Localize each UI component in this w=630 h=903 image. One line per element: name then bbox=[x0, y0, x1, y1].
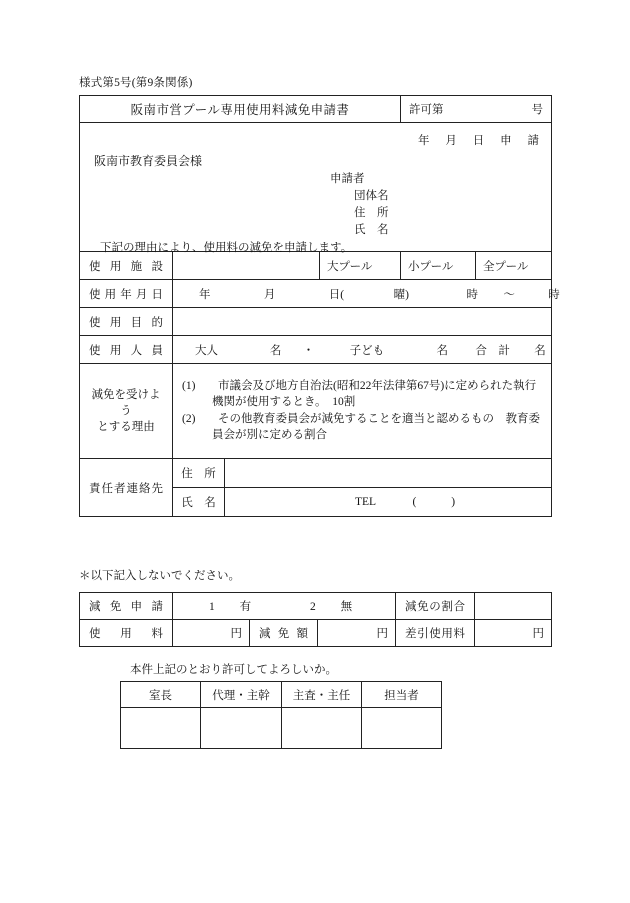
reduction-yen-unit: 円 bbox=[376, 628, 389, 640]
reduction-amount-value[interactable] bbox=[318, 620, 396, 647]
usage-date-label: 使用年月日 bbox=[80, 280, 173, 308]
approval-stamp-table bbox=[120, 681, 442, 749]
reason-number: (1) bbox=[182, 380, 196, 392]
option-1-number: 1 bbox=[209, 601, 215, 613]
usage-time-from-label: 時 bbox=[466, 288, 478, 301]
usage-day-label: 日( bbox=[328, 288, 345, 301]
reason-text: その他教育委員会が減免することを適当と認めるもの 教育委員会が別に定める割合 bbox=[212, 413, 540, 441]
total-unit: 名 bbox=[534, 344, 546, 357]
date-month-label: 月 bbox=[445, 135, 457, 147]
stamp-column-deputy: 代理・主幹 bbox=[201, 682, 282, 708]
responsible-name-label: 氏 名 bbox=[173, 488, 225, 517]
reduction-application-label: 減免申請 bbox=[80, 593, 173, 620]
usage-year-label: 年 bbox=[199, 288, 211, 301]
net-fee-yen-unit: 円 bbox=[532, 628, 545, 640]
stamp-column-inspector: 主査・主任 bbox=[282, 682, 362, 708]
option-2-number: 2 bbox=[310, 601, 316, 613]
stamp-cell-chief[interactable] bbox=[121, 708, 201, 749]
usage-people-label: 使用人員 bbox=[80, 336, 173, 364]
responsible-address-row bbox=[80, 459, 552, 488]
reduction-application-options[interactable] bbox=[173, 593, 396, 620]
usage-date-value[interactable] bbox=[173, 280, 560, 308]
applicant-block bbox=[80, 123, 552, 252]
time-range-tilde: ～ bbox=[503, 288, 515, 301]
child-unit: 名 bbox=[436, 344, 448, 357]
reduction-amount-label: 減免額 bbox=[250, 620, 318, 647]
usage-month-label: 月 bbox=[263, 288, 276, 301]
facility-value-cell[interactable] bbox=[173, 252, 320, 280]
people-separator: ・ bbox=[302, 344, 315, 357]
net-fee-value[interactable] bbox=[475, 620, 552, 647]
reduction-application-row bbox=[80, 593, 552, 620]
responsible-address-value[interactable] bbox=[225, 459, 552, 488]
official-use-table bbox=[79, 592, 552, 647]
total-label: 合 計 bbox=[475, 344, 510, 357]
usage-time-to-label: 時 bbox=[548, 288, 560, 301]
reason-item[interactable] bbox=[182, 378, 542, 410]
option-2-text[interactable]: 無 bbox=[340, 601, 353, 613]
approval-question: 本件上記のとおり許可してよろしいか。 bbox=[130, 664, 337, 676]
stamp-body-row bbox=[121, 708, 442, 749]
stamp-column-staff: 担当者 bbox=[362, 682, 442, 708]
applicant-fields bbox=[330, 171, 389, 239]
permit-number-cell[interactable] bbox=[401, 96, 552, 123]
usage-fee-yen-unit: 円 bbox=[230, 628, 242, 640]
reason-text: 市議会及び地方自治法(昭和22年法律第67号)に定められた執行機関が使用するとき。 10割 bbox=[212, 380, 537, 408]
reduction-ratio-value[interactable] bbox=[475, 593, 552, 620]
applicant-address-field[interactable]: 住 所 bbox=[354, 207, 389, 219]
reason-row bbox=[80, 364, 552, 459]
usage-purpose-label: 使用目的 bbox=[80, 308, 173, 336]
tel-paren-close: ) bbox=[451, 496, 456, 508]
applicant-row bbox=[80, 123, 552, 252]
permit-suffix: 号 bbox=[531, 104, 543, 116]
stamp-cell-staff[interactable] bbox=[362, 708, 442, 749]
usage-weekday-label: 曜) bbox=[393, 288, 409, 301]
group-name-field[interactable]: 団体名 bbox=[354, 190, 389, 202]
reduction-ratio-label: 減免の割合 bbox=[396, 593, 475, 620]
reason-item[interactable] bbox=[182, 411, 542, 443]
reason-label: 減免を受けよう とする理由 bbox=[80, 364, 173, 459]
tel-label: TEL bbox=[355, 496, 376, 508]
stamp-header-row bbox=[121, 682, 442, 708]
stamp-column-chief: 室長 bbox=[121, 682, 201, 708]
usage-fee-label: 使用料 bbox=[80, 620, 173, 647]
fee-row bbox=[80, 620, 552, 647]
usage-people-value[interactable] bbox=[173, 336, 552, 364]
form-title: 阪南市営プール専用使用料減免申請書 bbox=[80, 96, 401, 123]
permit-label: 許可第 bbox=[409, 104, 444, 116]
applicant-name-field[interactable]: 氏 名 bbox=[354, 224, 389, 236]
pool-option-all[interactable]: 全プール bbox=[476, 252, 552, 280]
tel-paren-open: ( bbox=[412, 496, 417, 508]
reason-body[interactable] bbox=[173, 364, 552, 459]
date-day-label: 日 bbox=[472, 135, 485, 147]
submit-word-2: 請 bbox=[527, 135, 539, 147]
application-table bbox=[79, 95, 560, 517]
usage-purpose-row bbox=[80, 308, 552, 336]
applicant-label: 申請者 bbox=[330, 173, 365, 185]
pool-option-large[interactable]: 大プール bbox=[320, 252, 401, 280]
adult-label: 大人 bbox=[195, 344, 218, 357]
facility-label: 使用施設 bbox=[80, 252, 173, 280]
responsible-address-label: 住 所 bbox=[173, 459, 225, 488]
net-fee-label: 差引使用料 bbox=[396, 620, 475, 647]
do-not-fill-note: ＊以下記入しないでください。 bbox=[79, 570, 240, 582]
facility-row bbox=[80, 252, 552, 280]
application-statement: 下記の理由により、使用料の減免を申請します。 bbox=[100, 242, 353, 254]
option-1-text[interactable]: 有 bbox=[239, 601, 252, 613]
adult-unit: 名 bbox=[269, 344, 282, 357]
submit-word-1: 申 bbox=[500, 135, 512, 147]
addressee: 阪南市教育委員会様 bbox=[94, 154, 203, 168]
title-row bbox=[80, 96, 552, 123]
reason-number: (2) bbox=[182, 413, 196, 425]
responsible-label: 責任者連絡先 bbox=[80, 459, 173, 517]
responsible-tel-value[interactable] bbox=[225, 488, 552, 517]
application-date-line[interactable] bbox=[405, 132, 539, 148]
stamp-cell-deputy[interactable] bbox=[201, 708, 282, 749]
usage-fee-value[interactable] bbox=[173, 620, 250, 647]
date-year-label: 年 bbox=[418, 135, 430, 147]
usage-people-row bbox=[80, 336, 552, 364]
pool-option-small[interactable]: 小プール bbox=[401, 252, 476, 280]
usage-purpose-value[interactable] bbox=[173, 308, 552, 336]
usage-date-row bbox=[80, 280, 552, 308]
form-number: 様式第5号(第9条関係) bbox=[79, 77, 193, 89]
stamp-cell-inspector[interactable] bbox=[282, 708, 362, 749]
child-label: 子ども bbox=[349, 344, 385, 357]
